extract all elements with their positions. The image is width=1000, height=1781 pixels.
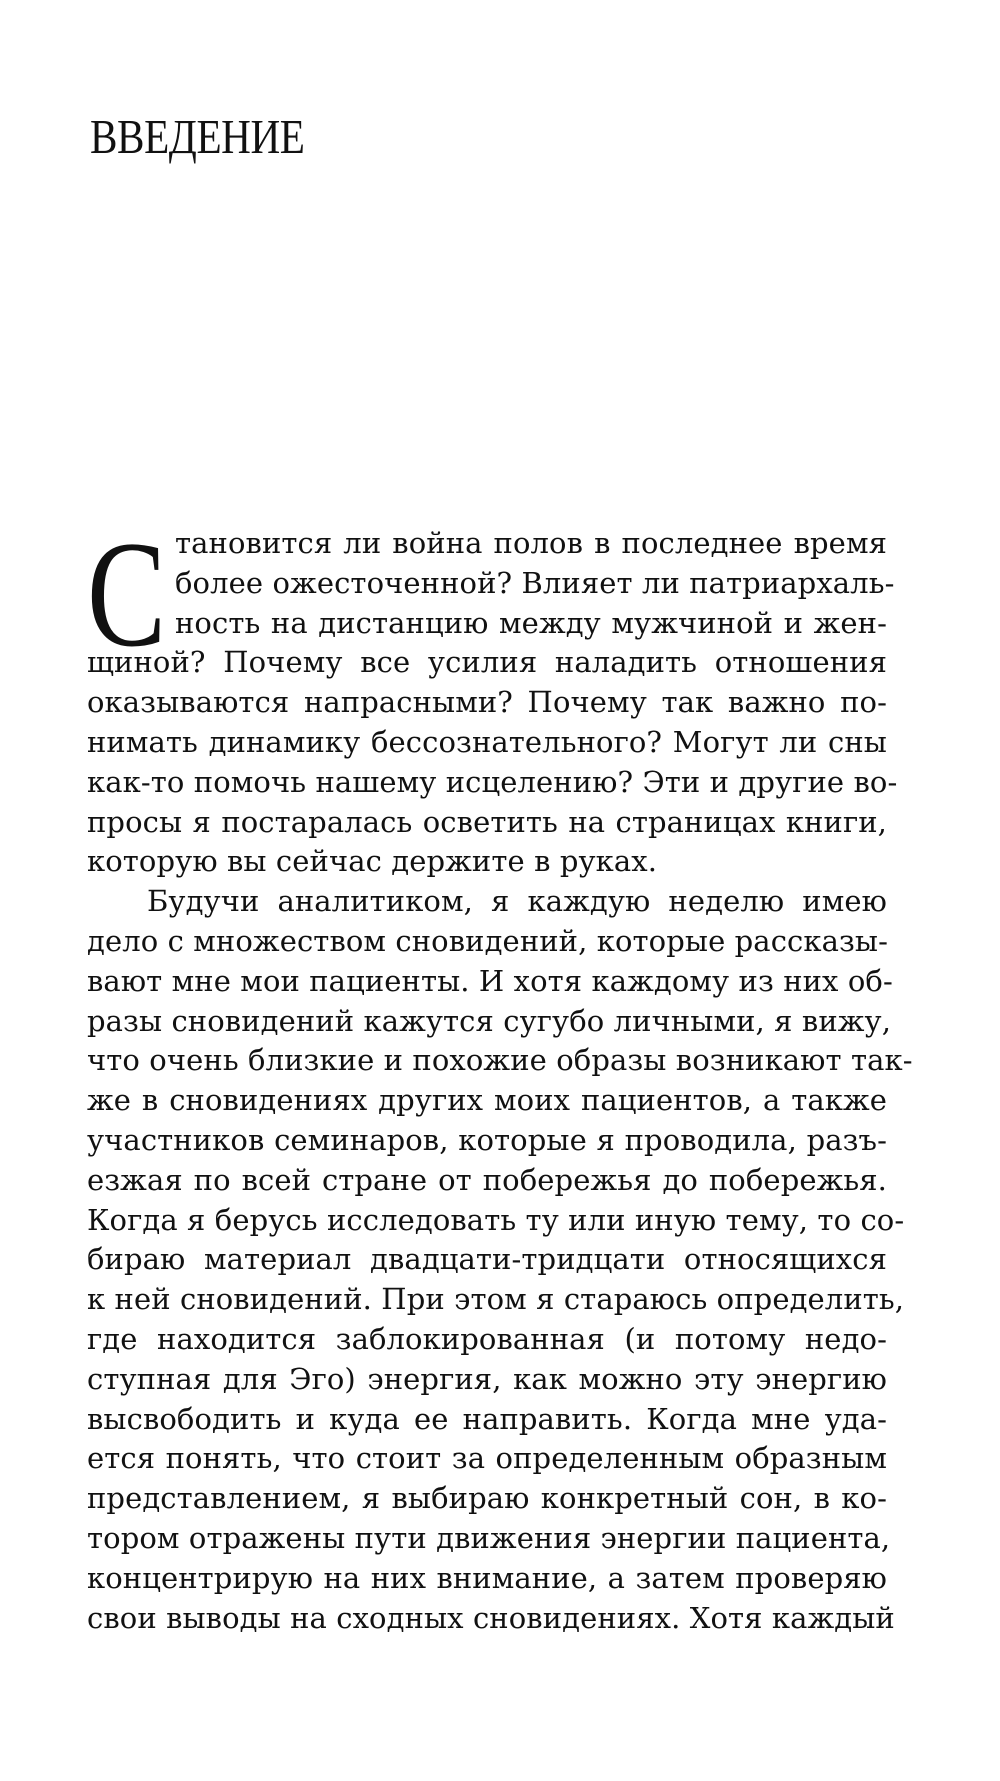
text-line: нимать динамику бессознательного? Могут ли сны bbox=[87, 724, 887, 759]
text-line: дело с множеством сновидений, которые рассказы- bbox=[87, 923, 888, 958]
text-line: ется понять, что стоит за определенным образным bbox=[87, 1441, 887, 1476]
text-line: разы сновидений кажутся сугубо личными, я вижу, bbox=[87, 1003, 892, 1038]
text-line: езжая по всей стране от побережья до побережья. bbox=[87, 1162, 887, 1197]
text-line: участников семинаров, которые я проводила, разъ- bbox=[87, 1122, 887, 1157]
text-line: что очень близкие и похожие образы возникают так- bbox=[87, 1043, 913, 1078]
text-line: высвободить и куда ее направить. Когда мне уда- bbox=[87, 1401, 887, 1436]
text-line: тановится ли война полов в последнее время bbox=[175, 526, 887, 560]
text-line: которую вы сейчас держите в руках. bbox=[87, 844, 658, 879]
text-line: свои выводы на сходных сновидениях. Хотя каждый bbox=[87, 1600, 895, 1635]
text-line: вают мне мои пациенты. И хотя каждому из них об- bbox=[87, 963, 893, 998]
chapter-heading: ВВЕДЕНИЕ bbox=[90, 109, 305, 164]
text-line: ность на дистанцию между мужчиной и жен- bbox=[175, 605, 887, 640]
text-line: представлением, я выбираю конкретный сон, в ко- bbox=[87, 1481, 887, 1516]
text-line: тором отражены пути движения энергии пациента, bbox=[87, 1520, 891, 1555]
text-line: где находится заблокированная (и потому недо- bbox=[87, 1321, 887, 1356]
text-line: к ней сновидений. При этом я стараюсь определить, bbox=[87, 1282, 905, 1317]
text-line: щиной? Почему все усилия наладить отношения bbox=[87, 645, 887, 680]
text-line: Когда я берусь исследовать ту или иную тему, то со- bbox=[87, 1202, 905, 1237]
drop-cap: С bbox=[87, 510, 167, 678]
text-line: просы я постаралась осветить на страницах книги, bbox=[87, 804, 887, 839]
paragraph-2 bbox=[87, 882, 913, 1638]
text-line: ступная для Эго) энергия, как можно эту энергию bbox=[87, 1361, 887, 1396]
text-line: Будучи аналитиком, я каждую неделю имею bbox=[147, 884, 887, 919]
text-line: более ожесточенной? Влияет ли патриархаль- bbox=[175, 565, 895, 600]
body-text bbox=[87, 510, 913, 1638]
text-line: как-то помочь нашему исцелению? Эти и другие во- bbox=[87, 764, 898, 799]
text-line: же в сновидениях других моих пациентов, а также bbox=[87, 1083, 887, 1118]
text-line: концентрирую на них внимание, а затем проверяю bbox=[87, 1560, 887, 1595]
paragraph-1 bbox=[87, 524, 898, 882]
text-line: бираю материал двадцати-тридцати относящихся bbox=[87, 1242, 887, 1277]
text-line: оказываются напрасными? Почему так важно по- bbox=[87, 685, 887, 720]
